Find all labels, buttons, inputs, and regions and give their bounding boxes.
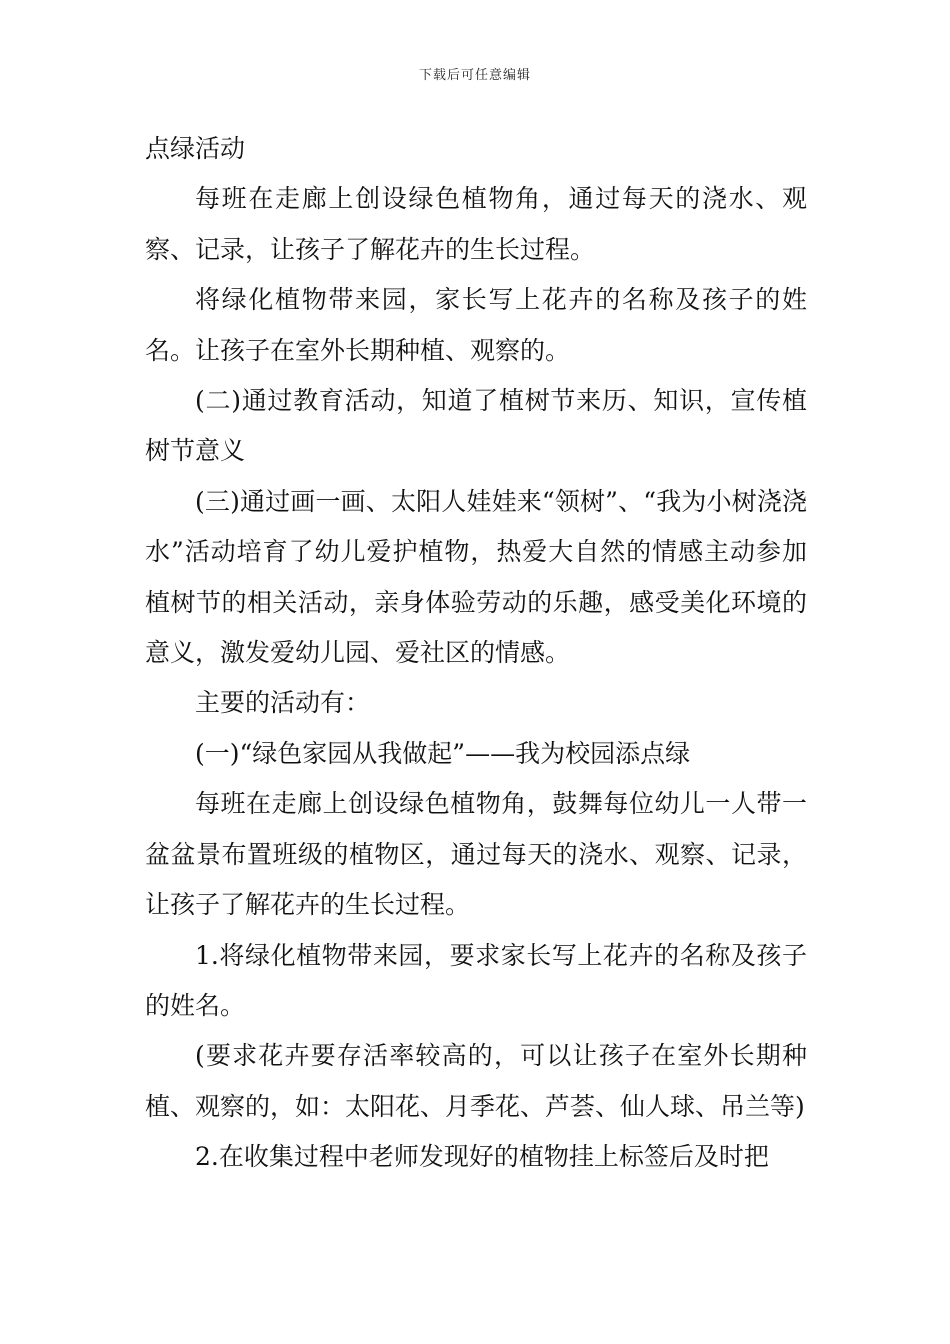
document-body — [145, 124, 807, 1183]
paragraph: (要求花卉要存活率较高的，可以让孩子在室外长期种植、观察的，如：太阳花、月季花、芦荟、仙人球、吊兰等) — [145, 1041, 807, 1121]
paragraph: 将绿化植物带来园，家长写上花卉的名称及孩子的姓名。让孩子在室外长期种植、观察的。 — [145, 285, 807, 365]
section-title: 点绿活动 — [145, 134, 246, 163]
paragraph: 每班在走廊上创设绿色植物角，通过每天的浇水、观察、记录，让孩子了解花卉的生长过程。 — [145, 184, 807, 264]
paragraph: 1.将绿化植物带来园，要求家长写上花卉的名称及孩子的姓名。 — [145, 940, 807, 1020]
paragraph: 2.在收集过程中老师发现好的植物挂上标签后及时把 — [195, 1142, 769, 1172]
paragraph: (一)“绿色家园从我做起”——我为校园添点绿 — [195, 738, 691, 768]
paragraph: 主要的活动有： — [195, 688, 371, 718]
paragraph: 每班在走廊上创设绿色植物角，鼓舞每位幼儿一人带一盆盆景布置班级的植物区，通过每天的浇水、观察、记录，让孩子了解花卉的生长过程。 — [145, 789, 807, 920]
paragraph: (三)通过画一画、太阳人娃娃来“领树”、“我为小树浇浇水”活动培育了幼儿爱护植物，热爱大自然的情感主动参加植树节的相关活动，亲身体验劳动的乐趣，感受美化环境的意义，激发爱幼儿园、爱社区的情感。 — [145, 486, 807, 668]
paragraph: (二)通过教育活动，知道了植树节来历、知识，宣传植树节意义 — [145, 386, 807, 466]
page-header: 下载后可任意编辑 — [418, 68, 531, 83]
